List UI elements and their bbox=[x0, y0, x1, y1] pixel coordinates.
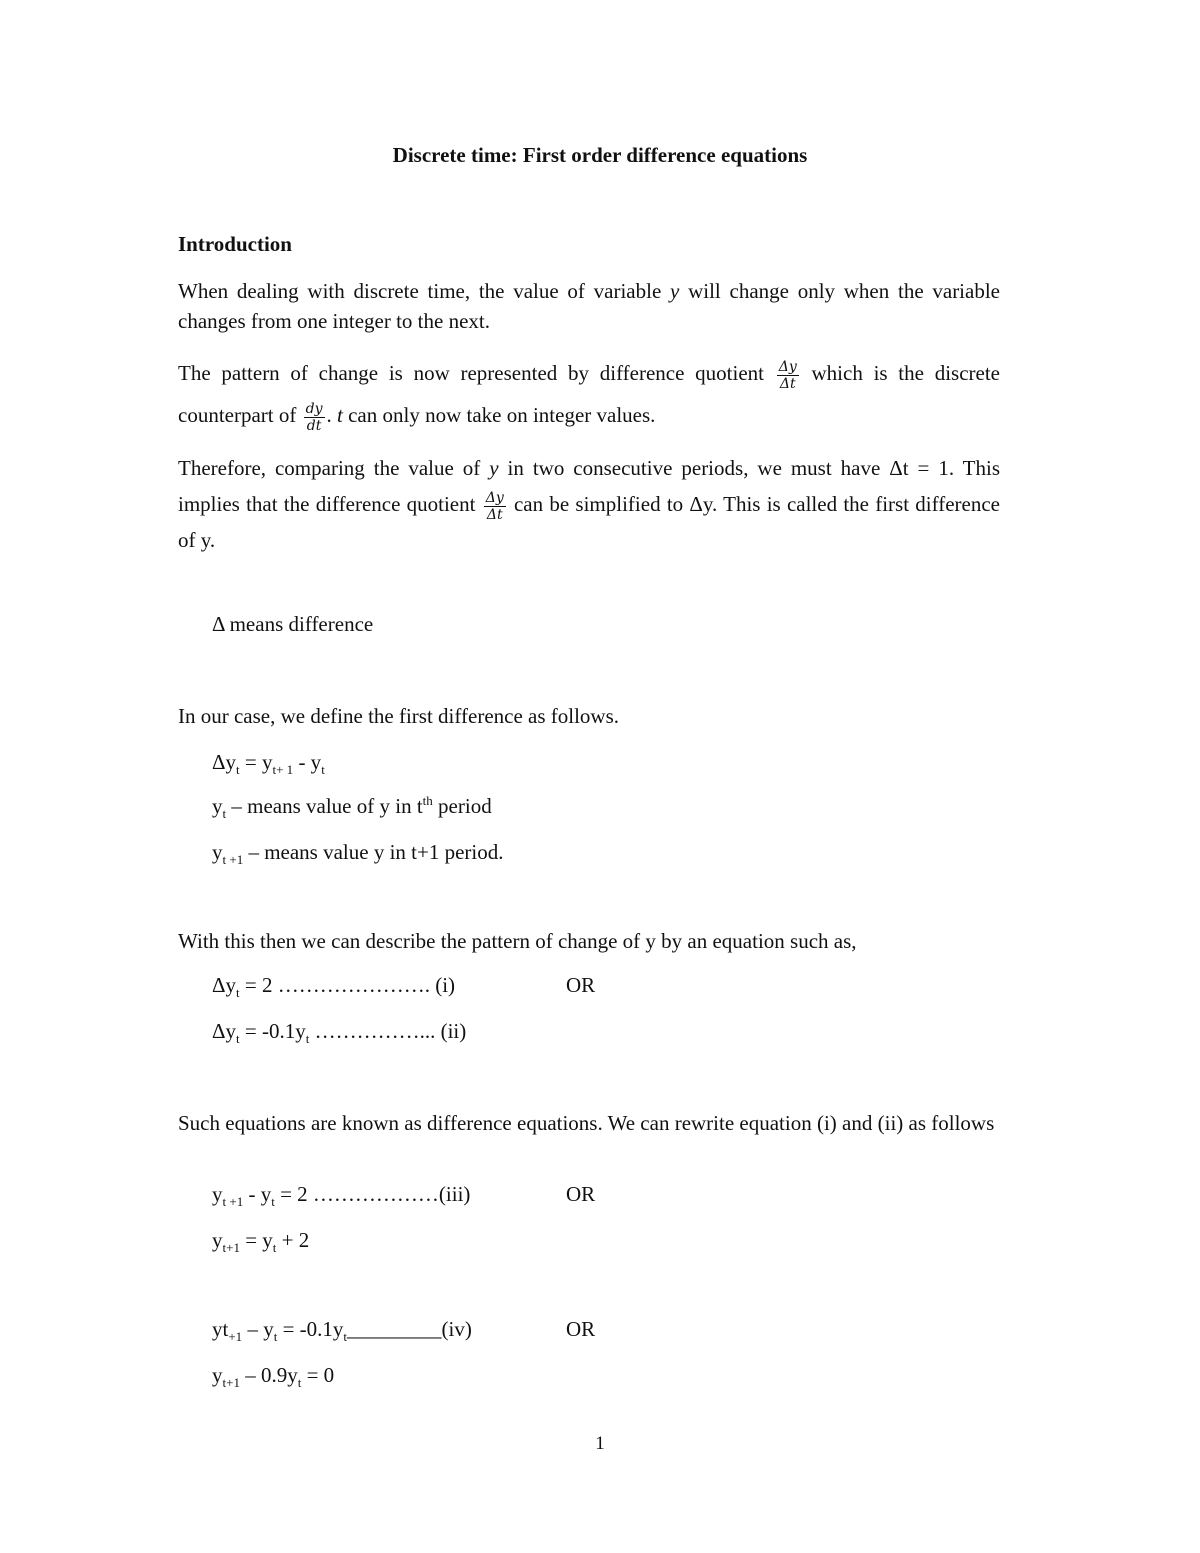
or-label-2: OR bbox=[566, 1182, 596, 1206]
document-title: Discrete time: First order difference equations bbox=[392, 143, 808, 167]
equation-iv-rewritten: $y_{t+1} - 0.9y_t = 0$ bbox=[212, 1363, 335, 1391]
definition-yt-plus-1: $y_{t +1}$ – means value y in t+1 period. bbox=[212, 840, 504, 868]
paragraph-define: In our case, we define the first difference as follows. bbox=[178, 704, 620, 728]
equation-iv: $yt_{+1} - y_t$ = $-0.1y_t\_\_\_\_\_\_\_\_\_(iv)$ bbox=[212, 1317, 472, 1345]
paragraph-pattern: With this then we can describe the pattern of change of y by an equation such as, bbox=[178, 929, 857, 953]
or-label-1: OR bbox=[566, 973, 596, 997]
equation-iii-rewritten: $y_{t+1} = y_t + 2$ bbox=[212, 1228, 310, 1256]
paragraph-first-difference: Therefore, comparing the value of y in two consecutive periods, we must have Δt = 1. This implies that the difference quotient $\frac{\Delta y}{\Delta t}$ can be simplified to Δy. This is called the first difference of y. bbox=[178, 456, 1001, 552]
paragraph-difference-quotient: The pattern of change is now represented by difference quotient $\frac{\Delta y}{\Delta t}$ which is the discrete counterpart of $\frac{dy}{dt}$ . t can only now take on integer values. bbox=[178, 358, 1000, 434]
paragraph-intro: When dealing with discrete time, the value of variable y will change only when the variable changes from one integer to the next. bbox=[178, 279, 1000, 333]
or-label-3: OR bbox=[566, 1317, 596, 1341]
page-number: 1 bbox=[595, 1433, 605, 1454]
definition-yt: $y_t$ – means value of y in $t^{th}$ period bbox=[212, 793, 492, 822]
equation-iii: $y_{t +1} - y_t = 2$ ………………(iii) bbox=[212, 1182, 471, 1210]
equation-ii: $\Delta y_t = -0.1y_t$ ……………... (ii) bbox=[212, 1019, 467, 1047]
section-heading: Introduction bbox=[178, 232, 292, 256]
fraction-delta-y-delta-t: $\frac{\Delta y}{\Delta t}$ bbox=[778, 358, 797, 392]
delta-note: Δ means difference bbox=[212, 612, 374, 636]
fraction-delta-y-delta-t-2: $\frac{\Delta y}{\Delta t}$ bbox=[485, 489, 504, 523]
fraction-dy-dt: $\frac{dy}{dt}$ bbox=[305, 400, 323, 434]
equation-definition: $\Delta y_t = y_{t+ 1} - y_t$ bbox=[212, 750, 325, 778]
paragraph-difference-equations: Such equations are known as difference equations. We can rewrite equation (i) and (ii) as follows bbox=[178, 1111, 995, 1135]
equation-i: $\Delta y_t = 2$ …………………. (i) bbox=[212, 973, 456, 1001]
